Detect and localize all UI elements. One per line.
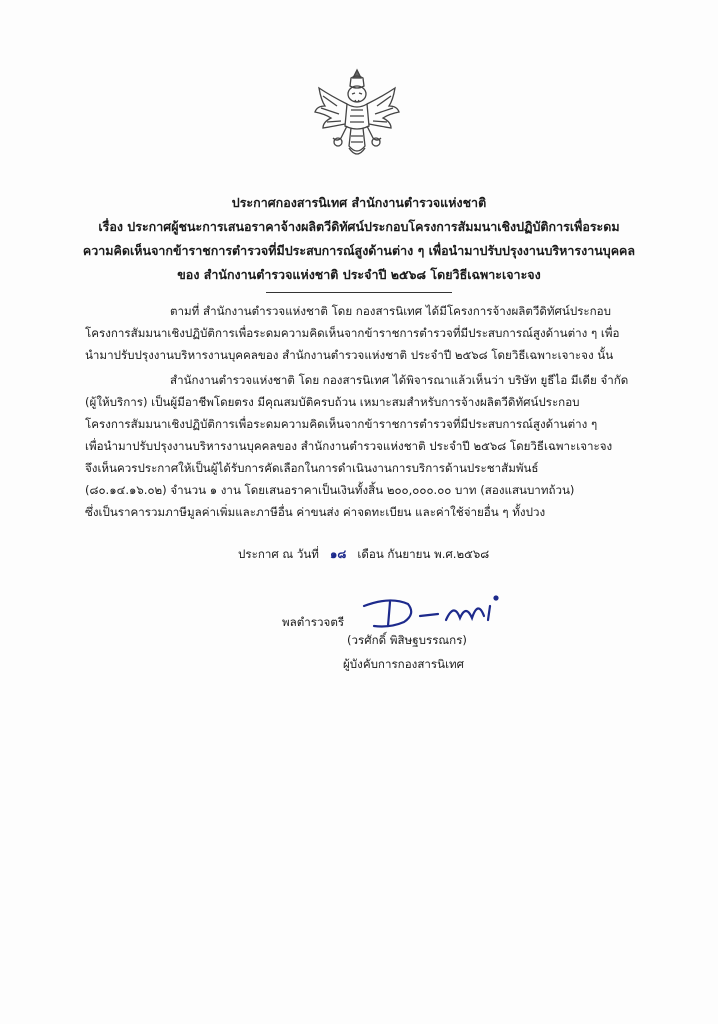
date-suffix: เดือน กันยายน พ.ศ.๒๕๖๘ bbox=[357, 547, 490, 561]
body-line: (๘๐.๑๔.๑๖.๐๒) จำนวน ๑ งาน โดยเสนอราคาเป็นเงินทั้งสิ้น ๒๐๐,๐๐๐.๐๐ บาท (สองแสนบาทถ้วน) bbox=[85, 483, 575, 497]
date-prefix: ประกาศ ณ วันที่ bbox=[238, 547, 319, 561]
body-line: โครงการสัมมนาเชิงปฏิบัติการเพื่อระดมความคิดเห็นจากข้าราชการตำรวจที่มีประสบการณ์สูงด้านต่าง ๆ เพื่อ bbox=[85, 326, 620, 340]
body-line: ตามที่ สำนักงานตำรวจแห่งชาติ โดย กองสารนิเทศ ได้มีโครงการจ้างผลิตวีดิทัศน์ประกอบ bbox=[170, 304, 611, 318]
body-line: ซึ่งเป็นราคารวมภาษีมูลค่าเพิ่มและภาษีอื่น ค่าขนส่ง ค่าจดทะเบียน และค่าใช้จ่ายอื่น ๆ ทั้งปวง bbox=[85, 505, 546, 519]
signer-position: ผู้บังคับการกองสารนิเทศ bbox=[343, 657, 465, 671]
body-line: เพื่อนำมาปรับปรุงงานบริหารงานบุคคลของ สำนักงานตำรวจแห่งชาติ ประจำปี ๒๕๖๘ โดยวิธีเฉพาะเจาะจง bbox=[85, 439, 613, 453]
announcement-date bbox=[238, 546, 489, 564]
announcement-title: ประกาศกองสารนิเทศ สำนักงานตำรวจแห่งชาติ bbox=[231, 195, 487, 210]
date-day: ๑๘ bbox=[329, 547, 347, 561]
body-line: (ผู้ให้บริการ) เป็นผู้มีอาชีพโดยตรง มีคุณสมบัติครบถ้วน เหมาะสมสำหรับการจ้างผลิตวีดิทัศน์ประกอบ bbox=[85, 395, 580, 409]
handwritten-signature bbox=[350, 592, 520, 632]
body-line: นำมาปรับปรุงงานบริหารงานบุคคลของ สำนักงานตำรวจแห่งชาติ ประจำปี ๒๕๖๘ โดยวิธีเฉพาะเจาะจง นั้น bbox=[85, 348, 614, 362]
body-line: สำนักงานตำรวจแห่งชาติ โดย กองสารนิเทศ ได้พิจารณาแล้วเห็นว่า บริษัท ยูธีไอ มีเดีย จำกัด bbox=[170, 373, 629, 387]
garuda-emblem-icon bbox=[311, 66, 403, 162]
subject-line-1: เรื่อง ประกาศผู้ชนะการเสนอราคาจ้างผลิตวีดิทัศน์ประกอบโครงการสัมมนาเชิงปฏิบัติการเพื่อระดม bbox=[98, 219, 620, 234]
subject-line-3: ของ สำนักงานตำรวจแห่งชาติ ประจำปี ๒๕๖๘ โดยวิธีเฉพาะเจาะจง bbox=[177, 267, 541, 282]
title-divider bbox=[266, 292, 452, 293]
signer-rank: พลตำรวจตรี bbox=[282, 615, 345, 629]
body-line: โครงการสัมมนาเชิงปฏิบัติการเพื่อระดมความคิดเห็นจากข้าราชการตำรวจที่มีประสบการณ์สูงด้านต่าง ๆ bbox=[85, 417, 598, 431]
body-line: จึงเห็นควรประกาศให้เป็นผู้ได้รับการคัดเลือกในการดำเนินงานการบริการด้านประชาสัมพันธ์ bbox=[85, 461, 539, 475]
subject-line-2: ความคิดเห็นจากข้าราชการตำรวจที่มีประสบการณ์สูงด้านต่าง ๆ เพื่อนำมาปรับปรุงงานบริหารงานบุคคล bbox=[82, 243, 636, 258]
signer-name: (วรศักดิ์ พิสิษฐบรรณกร) bbox=[347, 633, 467, 647]
